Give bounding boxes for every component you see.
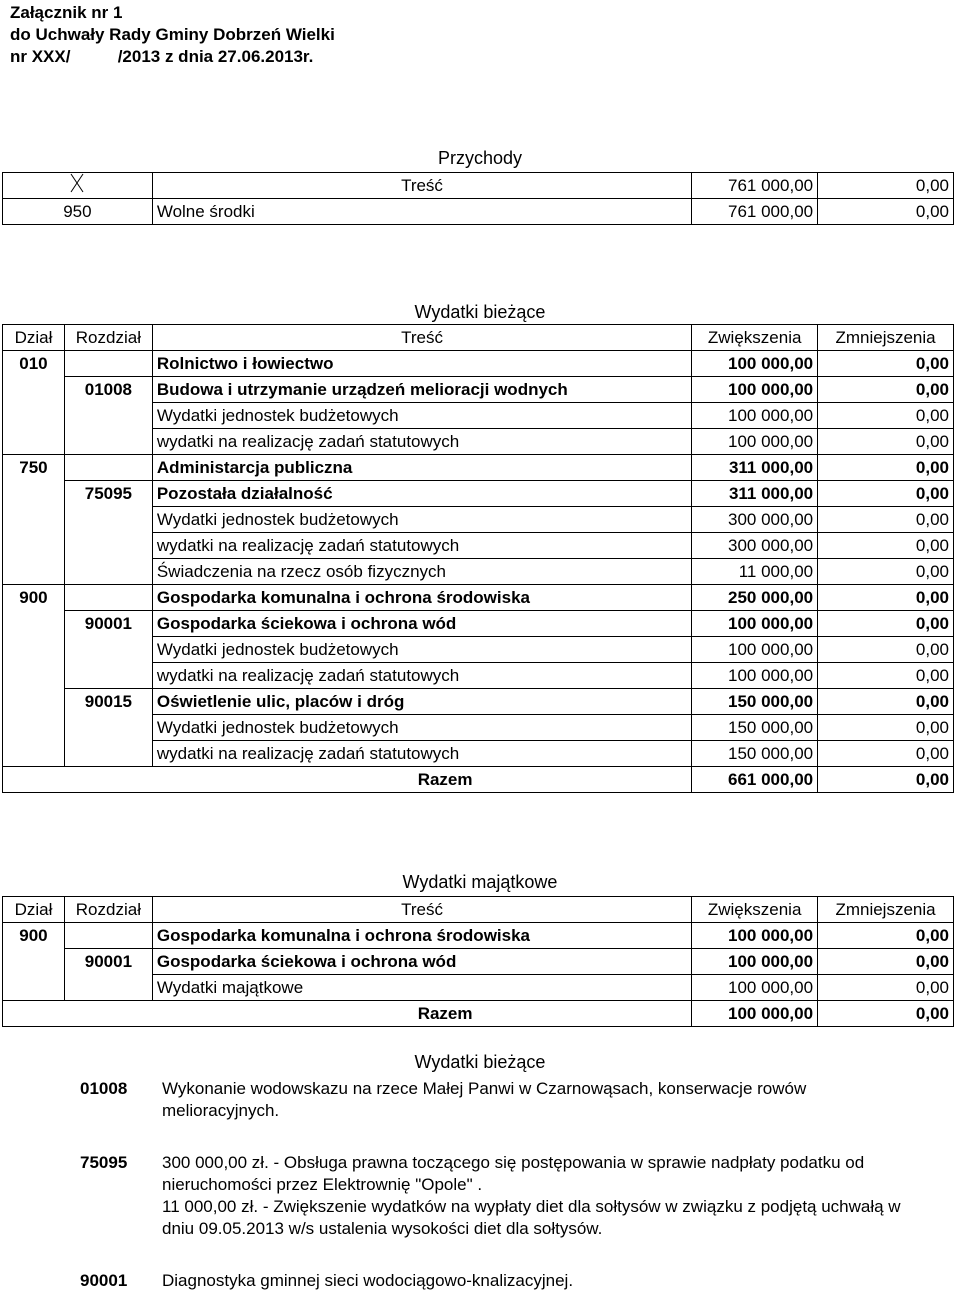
- cell-dzial: [3, 689, 65, 715]
- wb-total-row: [3, 767, 954, 793]
- cell-rozdzial: [64, 663, 152, 689]
- przychody-tresc: Wolne środki: [152, 199, 691, 225]
- cell-rozdzial: [64, 429, 152, 455]
- cell-dzial: [3, 403, 65, 429]
- table-row: [3, 975, 954, 1001]
- table-row: [3, 559, 954, 585]
- cell-zm: 0,00: [818, 351, 954, 377]
- wydatki-majatkowe-title: Wydatki majątkowe: [402, 872, 558, 892]
- header-line-2: do Uchwały Rady Gminy Dobrzeń Wielki: [10, 25, 335, 44]
- cell-tresc: Świadczenia na rzecz osób fizycznych: [152, 559, 691, 585]
- wm-header-zm: Zmniejszenia: [818, 897, 954, 923]
- note-text: 300 000,00 zł. - Obsługa prawna toczącego się postępowania w sprawie nadpłaty podatku od nieruchomości przez Elektrownię "Opole" .: [162, 1153, 865, 1194]
- table-row: [3, 199, 954, 225]
- cell-tresc: wydatki na realizację zadań statutowych: [152, 741, 691, 767]
- cell-dzial: [3, 741, 65, 767]
- cell-zw: 100 000,00: [692, 949, 818, 975]
- cell-zw: 100 000,00: [692, 975, 818, 1001]
- cell-zm: 0,00: [818, 585, 954, 611]
- cell-zw: 300 000,00: [692, 533, 818, 559]
- note-code: 75095: [80, 1153, 128, 1172]
- cell-rozdzial: [64, 637, 152, 663]
- cell-dzial: 900: [3, 923, 65, 949]
- cell-zw: 100 000,00: [692, 377, 818, 403]
- cell-zm: 0,00: [818, 481, 954, 507]
- cell-dzial: [3, 559, 65, 585]
- table-row: [3, 741, 954, 767]
- cell-dzial: [3, 663, 65, 689]
- table-row: [3, 611, 954, 637]
- cell-dzial: [3, 481, 65, 507]
- wm-total-zw: 100 000,00: [692, 1001, 818, 1027]
- wb-header-zw: Zwiększenia: [692, 325, 818, 351]
- cell-rozdzial: 90001: [64, 949, 152, 975]
- cell-zm: 0,00: [818, 611, 954, 637]
- table-row: [3, 585, 954, 611]
- wb-total-zw: 661 000,00: [692, 767, 818, 793]
- cell-dzial: 010: [3, 351, 65, 377]
- cell-tresc: wydatki na realizację zadań statutowych: [152, 429, 691, 455]
- cell-zw: 100 000,00: [692, 611, 818, 637]
- wm-total-zm: 0,00: [818, 1001, 954, 1027]
- cell-dzial: [3, 611, 65, 637]
- section-sign-icon: [70, 173, 84, 193]
- table-row: [3, 455, 954, 481]
- cell-rozdzial: 75095: [64, 481, 152, 507]
- note-text-2: 11 000,00 zł. - Zwiększenie wydatków na wypłaty diet dla sołtysów w związku z podjętą uchwałą w dniu 09.05.2013 w/s ustalenia wysokości diet dla sołtysów.: [162, 1197, 901, 1238]
- cell-dzial: [3, 377, 65, 403]
- cell-zw: 100 000,00: [692, 351, 818, 377]
- cell-tresc: Wydatki jednostek budżetowych: [152, 403, 691, 429]
- cell-zm: 0,00: [818, 975, 954, 1001]
- list-item: [80, 1078, 922, 1122]
- table-row: [3, 637, 954, 663]
- cell-zm: 0,00: [818, 663, 954, 689]
- cell-zm: 0,00: [818, 533, 954, 559]
- cell-zm: 0,00: [818, 741, 954, 767]
- cell-zw: 250 000,00: [692, 585, 818, 611]
- wm-total-label: Razem: [3, 1001, 692, 1027]
- table-row: [3, 689, 954, 715]
- table-row: [3, 481, 954, 507]
- wb-header-row: [3, 325, 954, 351]
- cell-zw: 100 000,00: [692, 403, 818, 429]
- header-line-3: nr XXX/ /2013 z dnia 27.06.2013r.: [10, 47, 314, 66]
- wydatki-biezace-table: [2, 324, 954, 793]
- note-code: 90001: [80, 1271, 128, 1290]
- cell-rozdzial: [64, 585, 152, 611]
- wm-body: [3, 923, 954, 1001]
- cell-rozdzial: [64, 351, 152, 377]
- table-row: [3, 949, 954, 975]
- przychody-header-zm: 0,00: [818, 173, 954, 199]
- cell-tresc: Pozostała działalność: [152, 481, 691, 507]
- cell-zm: 0,00: [818, 507, 954, 533]
- cell-zm: 0,00: [818, 637, 954, 663]
- wm-header-row: [3, 897, 954, 923]
- document-header: [10, 2, 335, 68]
- cell-dzial: [3, 949, 65, 975]
- cell-tresc: Wydatki jednostek budżetowych: [152, 637, 691, 663]
- table-row: [3, 351, 954, 377]
- note-text: Diagnostyka gminnej sieci wodociągowo-knalizacyjnej.: [162, 1271, 574, 1290]
- cell-zm: 0,00: [818, 715, 954, 741]
- cell-tresc: Oświetlenie ulic, placów i dróg: [152, 689, 691, 715]
- cell-dzial: 750: [3, 455, 65, 481]
- cell-zw: 100 000,00: [692, 637, 818, 663]
- przychody-dzial: 950: [3, 199, 153, 225]
- cell-rozdzial: [64, 533, 152, 559]
- cell-dzial: [3, 975, 65, 1001]
- table-row: [3, 403, 954, 429]
- cell-tresc: Wydatki jednostek budżetowych: [152, 507, 691, 533]
- note-code: 01008: [80, 1079, 128, 1098]
- wb-body: [3, 351, 954, 767]
- cell-tresc: Gospodarka ściekowa i ochrona wód: [152, 949, 691, 975]
- cell-zm: 0,00: [818, 455, 954, 481]
- wb-header-zm: Zmniejszenia: [818, 325, 954, 351]
- section-sign-cell: [3, 173, 153, 199]
- cell-dzial: [3, 637, 65, 663]
- wydatki-biezace-title: Wydatki bieżące: [414, 302, 546, 322]
- table-row: [3, 923, 954, 949]
- przychody-zm: 0,00: [818, 199, 954, 225]
- cell-tresc: Budowa i utrzymanie urządzeń melioracji wodnych: [152, 377, 691, 403]
- cell-zm: 0,00: [818, 403, 954, 429]
- przychody-header-tresc: Treść: [152, 173, 691, 199]
- wm-total-row: [3, 1001, 954, 1027]
- cell-dzial: 900: [3, 585, 65, 611]
- cell-zw: 100 000,00: [692, 923, 818, 949]
- cell-rozdzial: [64, 741, 152, 767]
- cell-tresc: Administarcja publiczna: [152, 455, 691, 481]
- cell-rozdzial: [64, 507, 152, 533]
- przychody-header-zw: 761 000,00: [692, 173, 818, 199]
- cell-zw: 11 000,00: [692, 559, 818, 585]
- cell-tresc: Rolnictwo i łowiectwo: [152, 351, 691, 377]
- cell-dzial: [3, 533, 65, 559]
- cell-rozdzial: [64, 559, 152, 585]
- cell-zw: 150 000,00: [692, 715, 818, 741]
- cell-zw: 150 000,00: [692, 741, 818, 767]
- notes-list: [80, 1078, 922, 1292]
- cell-dzial: [3, 507, 65, 533]
- header-line-1: Załącznik nr 1: [10, 3, 123, 22]
- table-row: [3, 663, 954, 689]
- cell-zw: 150 000,00: [692, 689, 818, 715]
- cell-tresc: Gospodarka ściekowa i ochrona wód: [152, 611, 691, 637]
- table-row: [3, 533, 954, 559]
- cell-dzial: [3, 429, 65, 455]
- cell-tresc: wydatki na realizację zadań statutowych: [152, 663, 691, 689]
- przychody-title: Przychody: [437, 148, 523, 168]
- wm-header-rozdzial: Rozdział: [64, 897, 152, 923]
- cell-zm: 0,00: [818, 559, 954, 585]
- cell-tresc: Wydatki majątkowe: [152, 975, 691, 1001]
- cell-zw: 300 000,00: [692, 507, 818, 533]
- cell-tresc: wydatki na realizację zadań statutowych: [152, 533, 691, 559]
- przychody-table: [2, 172, 954, 225]
- cell-rozdzial: [64, 975, 152, 1001]
- cell-zw: 100 000,00: [692, 429, 818, 455]
- cell-zm: 0,00: [818, 689, 954, 715]
- wm-header-tresc: Treść: [152, 897, 691, 923]
- cell-rozdzial: 90001: [64, 611, 152, 637]
- wm-header-dzial: Dział: [3, 897, 65, 923]
- wb-header-dzial: Dział: [3, 325, 65, 351]
- wm-header-zw: Zwiększenia: [692, 897, 818, 923]
- cell-rozdzial: [64, 403, 152, 429]
- cell-zm: 0,00: [818, 923, 954, 949]
- cell-tresc: Gospodarka komunalna i ochrona środowiska: [152, 923, 691, 949]
- przychody-zw: 761 000,00: [692, 199, 818, 225]
- cell-zm: 0,00: [818, 429, 954, 455]
- cell-rozdzial: [64, 455, 152, 481]
- cell-zw: 311 000,00: [692, 481, 818, 507]
- cell-zw: 311 000,00: [692, 455, 818, 481]
- cell-rozdzial: 90015: [64, 689, 152, 715]
- table-row: [3, 715, 954, 741]
- table-row: [3, 429, 954, 455]
- cell-rozdzial: [64, 923, 152, 949]
- cell-zw: 100 000,00: [692, 663, 818, 689]
- cell-zm: 0,00: [818, 949, 954, 975]
- list-item: [80, 1270, 922, 1292]
- wb-header-tresc: Treść: [152, 325, 691, 351]
- cell-rozdzial: 01008: [64, 377, 152, 403]
- cell-zm: 0,00: [818, 377, 954, 403]
- wydatki-majatkowe-table: [2, 896, 954, 1027]
- table-row: [3, 507, 954, 533]
- cell-dzial: [3, 715, 65, 741]
- wb-header-rozdzial: Rozdział: [64, 325, 152, 351]
- cell-rozdzial: [64, 715, 152, 741]
- wb-total-label: Razem: [3, 767, 692, 793]
- list-item: [80, 1152, 922, 1240]
- table-row: [3, 377, 954, 403]
- przychody-header-row: [3, 173, 954, 199]
- cell-tresc: Gospodarka komunalna i ochrona środowiska: [152, 585, 691, 611]
- cell-tresc: Wydatki jednostek budżetowych: [152, 715, 691, 741]
- wb-total-zm: 0,00: [818, 767, 954, 793]
- note-text: Wykonanie wodowskazu na rzece Małej Panwi w Czarnowąsach, konserwacje rowów melioracyjnych.: [162, 1079, 807, 1120]
- note-text-block: [162, 1152, 922, 1240]
- uzasadnienie-title: Wydatki bieżące: [414, 1052, 546, 1072]
